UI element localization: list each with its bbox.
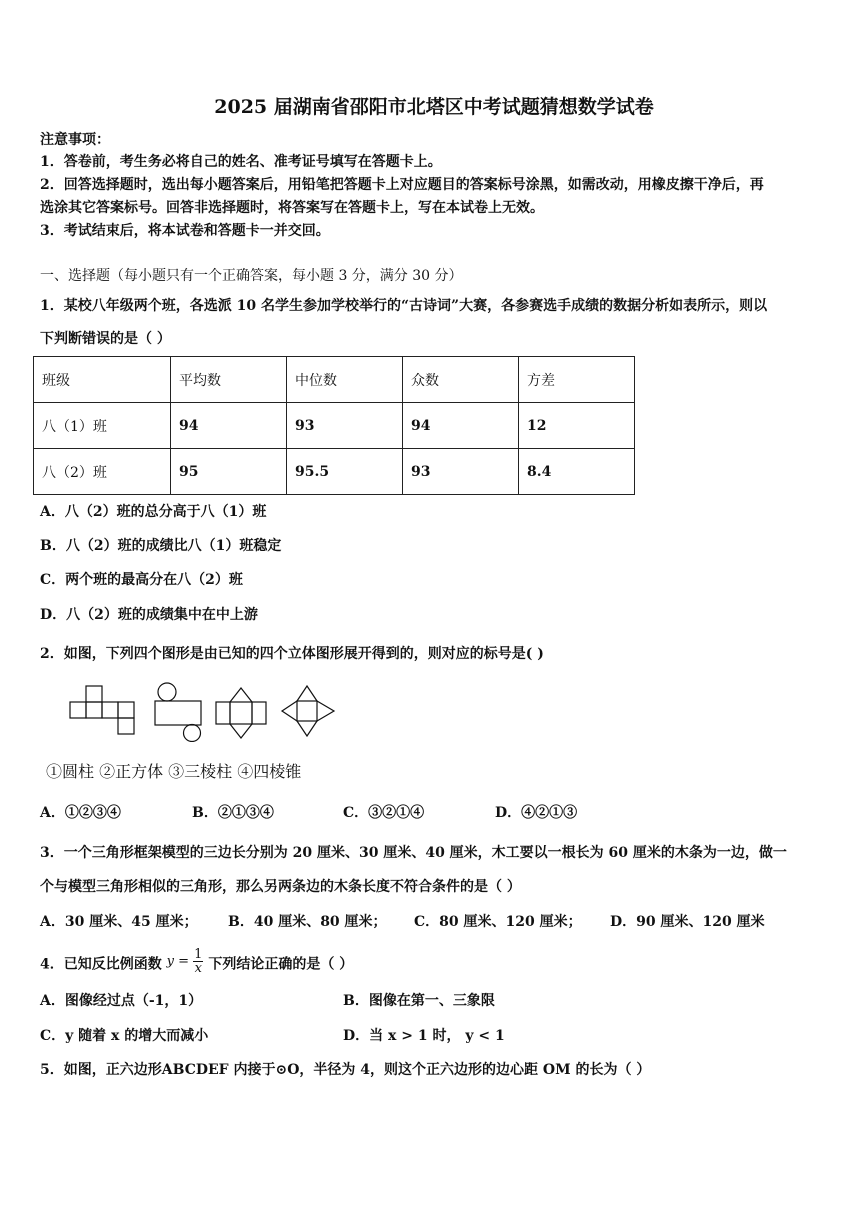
- q4-stem: [40, 947, 354, 978]
- q3-option-a: A．30 厘米、45 厘米；: [40, 914, 198, 930]
- section-heading: 一、选择题（每小题只有一个正确答案，每小题 3 分，满分 30 分）: [40, 268, 463, 284]
- q3-option-d: D．90 厘米、120 厘米: [610, 914, 765, 930]
- table-cell: 12: [519, 403, 635, 449]
- notice-item-1: 1．答卷前，考生务必将自己的姓名、准考证号填写在答题卡上。: [40, 154, 442, 170]
- q1-option-a: A．八（2）班的总分高于八（1）班: [40, 504, 267, 520]
- page-title: 2025 届湖南省邵阳市北塔区中考试题猜想数学试卷: [214, 96, 654, 118]
- table-cell: 94: [171, 403, 287, 449]
- q1-stem-line2: 下判断错误的是（ ）: [40, 331, 171, 347]
- q2-stem: 2．如图，下列四个图形是由已知的四个立体图形展开得到的，则对应的标号是( ): [40, 646, 544, 662]
- table-header-cell: 众数: [403, 357, 519, 403]
- pyramid-net-shape: [282, 686, 334, 736]
- notice-item-2-cont: 选涂其它答案标号。回答非选择题时，将答案写在答题卡上，写在本试卷上无效。: [40, 200, 544, 216]
- q2-nets-figure: [60, 682, 350, 742]
- q3-stem-line2: 个与模型三角形相似的三角形，那么另两条边的木条长度不符合条件的是（ ）: [40, 879, 521, 895]
- formula-numerator: 1: [194, 947, 203, 962]
- cylinder-net-shape: [155, 683, 201, 742]
- q4-option-b: B．图像在第一、三象限: [343, 993, 495, 1009]
- q1-option-c: C．两个班的最高分在八（2）班: [40, 572, 243, 588]
- table-header-cell: 班级: [34, 357, 171, 403]
- q4-option-d: D．当 x > 1 时， y < 1: [343, 1028, 505, 1044]
- q2-option-c: C．③②①④: [343, 805, 425, 821]
- notice-heading: 注意事项：: [40, 132, 110, 148]
- table-header-cell: 方差: [519, 357, 635, 403]
- table-cell: 95.5: [287, 449, 403, 495]
- table-header-row: [34, 357, 635, 403]
- formula-equals: =: [178, 954, 190, 969]
- table-cell: 八（2）班: [34, 449, 171, 495]
- q4-function-formula: [167, 948, 204, 975]
- q3-option-c: C．80 厘米、120 厘米；: [414, 914, 582, 930]
- table-cell: 95: [171, 449, 287, 495]
- q5-stem: 5．如图，正六边形ABCDEF 内接于⊙O，半径为 4，则这个正六边形的边心距 OM 的长为（ ）: [40, 1062, 651, 1078]
- formula-denominator: x: [194, 961, 202, 976]
- table-cell: 93: [403, 449, 519, 495]
- q3-stem-line1: 3．一个三角形框架模型的三边长分别为 20 厘米、30 厘米、40 厘米，木工要以一根长为 60 厘米的木条为一边，做一: [40, 845, 787, 861]
- notice-item-3: 3．考试结束后，将本试卷和答题卡一并交回。: [40, 223, 330, 239]
- q1-option-b: B．八（2）班的成绩比八（1）班稳定: [40, 538, 282, 554]
- q1-stem-line1: 1．某校八年级两个班，各选派 10 名学生参加学校举行的“古诗词”大赛，各参赛选手成绩的数据分析如表所示，则以: [40, 298, 768, 314]
- prism-net-shape: [216, 688, 266, 738]
- q2-solid-labels: ①圆柱 ②正方体 ③三棱柱 ④四棱锥: [46, 762, 302, 781]
- table-cell: 93: [287, 403, 403, 449]
- table-cell: 94: [403, 403, 519, 449]
- table-cell: 8.4: [519, 449, 635, 495]
- table-cell: 八（1）班: [34, 403, 171, 449]
- q4-option-c: C．y 随着 x 的增大而减小: [40, 1028, 209, 1044]
- q4-stem-prefix: 4．已知反比例函数: [40, 956, 162, 973]
- formula-fraction: [193, 948, 203, 975]
- table-row: [34, 403, 635, 449]
- q2-option-b: B．②①③④: [192, 805, 274, 821]
- q4-stem-suffix: 下列结论正确的是（ ）: [208, 956, 354, 973]
- q2-option-a: A．①②③④: [40, 805, 121, 821]
- q3-option-b: B．40 厘米、80 厘米；: [228, 914, 387, 930]
- cube-net-shape: [70, 686, 134, 734]
- formula-y: y: [166, 954, 174, 969]
- q2-option-d: D．④②①③: [495, 805, 578, 821]
- q1-option-d: D．八（2）班的成绩集中在中上游: [40, 607, 258, 623]
- table-row: [34, 449, 635, 495]
- q1-stats-table: [33, 356, 635, 495]
- notice-item-2: 2．回答选择题时，选出每小题答案后，用铅笔把答题卡上对应题目的答案标号涂黑，如需改动，用橡皮擦干净后，再: [40, 177, 764, 193]
- table-header-cell: 平均数: [171, 357, 287, 403]
- table-header-cell: 中位数: [287, 357, 403, 403]
- q4-option-a: A．图像经过点（-1，1）: [40, 993, 203, 1009]
